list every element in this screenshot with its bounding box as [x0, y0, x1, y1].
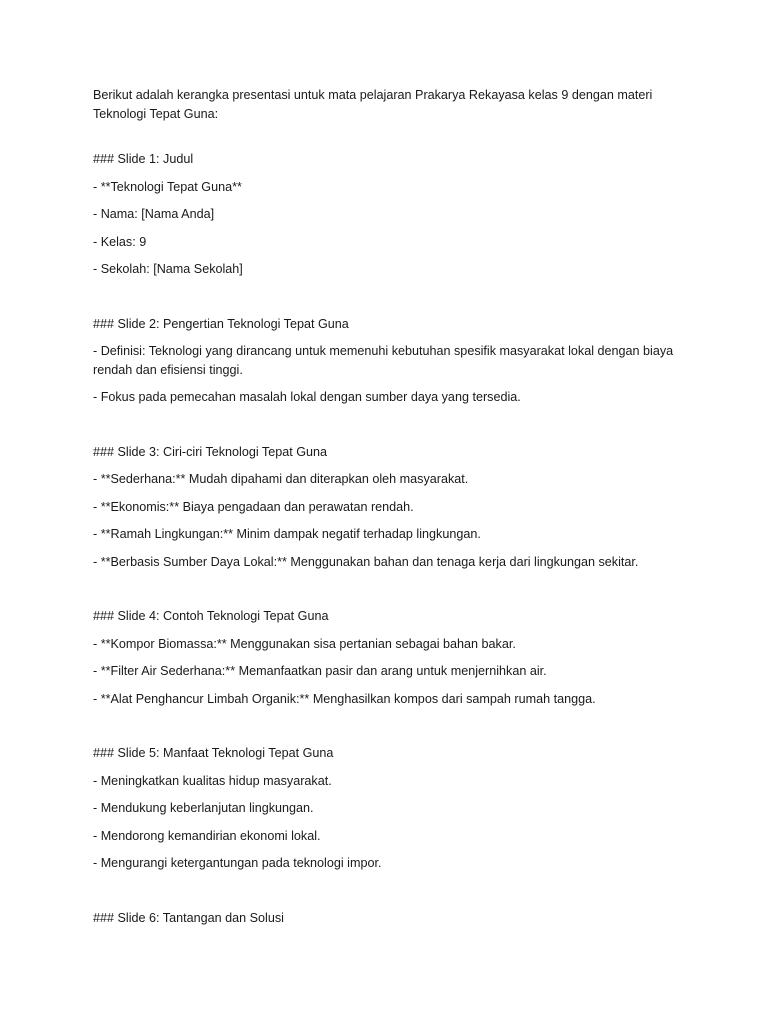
list-item: - Meningkatkan kualitas hidup masyarakat.: [93, 773, 332, 788]
section-heading: ### Slide 2: Pengertian Teknologi Tepat Guna: [93, 316, 349, 331]
section-slide-3: [93, 443, 693, 572]
list-item: - **Ekonomis:** Biaya pengadaan dan perawatan rendah.: [93, 499, 414, 514]
list-item: - Definisi: Teknologi yang dirancang untuk memenuhi kebutuhan spesifik masyarakat lokal dengan biaya rendah dan efisiensi tinggi.: [93, 344, 674, 377]
list-item: - Sekolah: [Nama Sekolah]: [93, 262, 243, 276]
list-item: - Nama: [Nama Anda]: [93, 207, 215, 221]
section-gap: [93, 123, 693, 150]
section-heading: ### Slide 3: Ciri-ciri Teknologi Tepat Guna: [93, 444, 328, 459]
section-heading: ### Slide 5: Manfaat Teknologi Tepat Guna: [93, 746, 334, 760]
list-item: - Mengurangi ketergantungan pada teknologi impor.: [93, 856, 382, 870]
list-item: - **Kompor Biomassa:** Menggunakan sisa pertanian sebagai bahan bakar.: [93, 636, 516, 651]
section-slide-6: [93, 909, 693, 928]
section-gap: [93, 882, 693, 909]
section-slide-2: [93, 315, 693, 407]
section-gap: [93, 416, 693, 443]
document-page: [93, 86, 693, 936]
section-heading: ### Slide 1: Judul: [93, 152, 194, 166]
list-item: - **Teknologi Tepat Guna**: [93, 179, 242, 194]
list-item: - Kelas: 9: [93, 234, 147, 249]
intro-paragraph: Berikut adalah kerangka presentasi untuk mata pelajaran Prakarya Rekayasa kelas 9 dengan materi Teknologi Tepat Guna:: [93, 88, 653, 121]
section-heading: ### Slide 4: Contoh Teknologi Tepat Guna: [93, 609, 329, 623]
list-item: - **Filter Air Sederhana:** Memanfaatkan pasir dan arang untuk menjernihkan air.: [93, 664, 547, 678]
list-item: - **Berbasis Sumber Daya Lokal:** Menggunakan bahan dan tenaga kerja dari lingkungan sekitar.: [93, 554, 639, 569]
list-item: - Mendukung keberlanjutan lingkungan.: [93, 801, 314, 815]
section-gap: [93, 580, 693, 607]
list-item: - **Alat Penghancur Limbah Organik:** Menghasilkan kompos dari sampah rumah tangga.: [93, 691, 596, 706]
section-slide-4: [93, 607, 693, 708]
list-item: - Mendorong kemandirian ekonomi lokal.: [93, 828, 321, 843]
section-slide-5: [93, 744, 693, 873]
section-gap: [93, 717, 693, 744]
list-item: - **Ramah Lingkungan:** Minim dampak negatif terhadap lingkungan.: [93, 527, 481, 541]
section-slide-1: [93, 150, 693, 279]
list-item: - Fokus pada pemecahan masalah lokal dengan sumber daya yang tersedia.: [93, 390, 521, 404]
section-heading: ### Slide 6: Tantangan dan Solusi: [93, 910, 284, 925]
section-gap: [93, 288, 693, 315]
list-item: - **Sederhana:** Mudah dipahami dan diterapkan oleh masyarakat.: [93, 472, 469, 486]
